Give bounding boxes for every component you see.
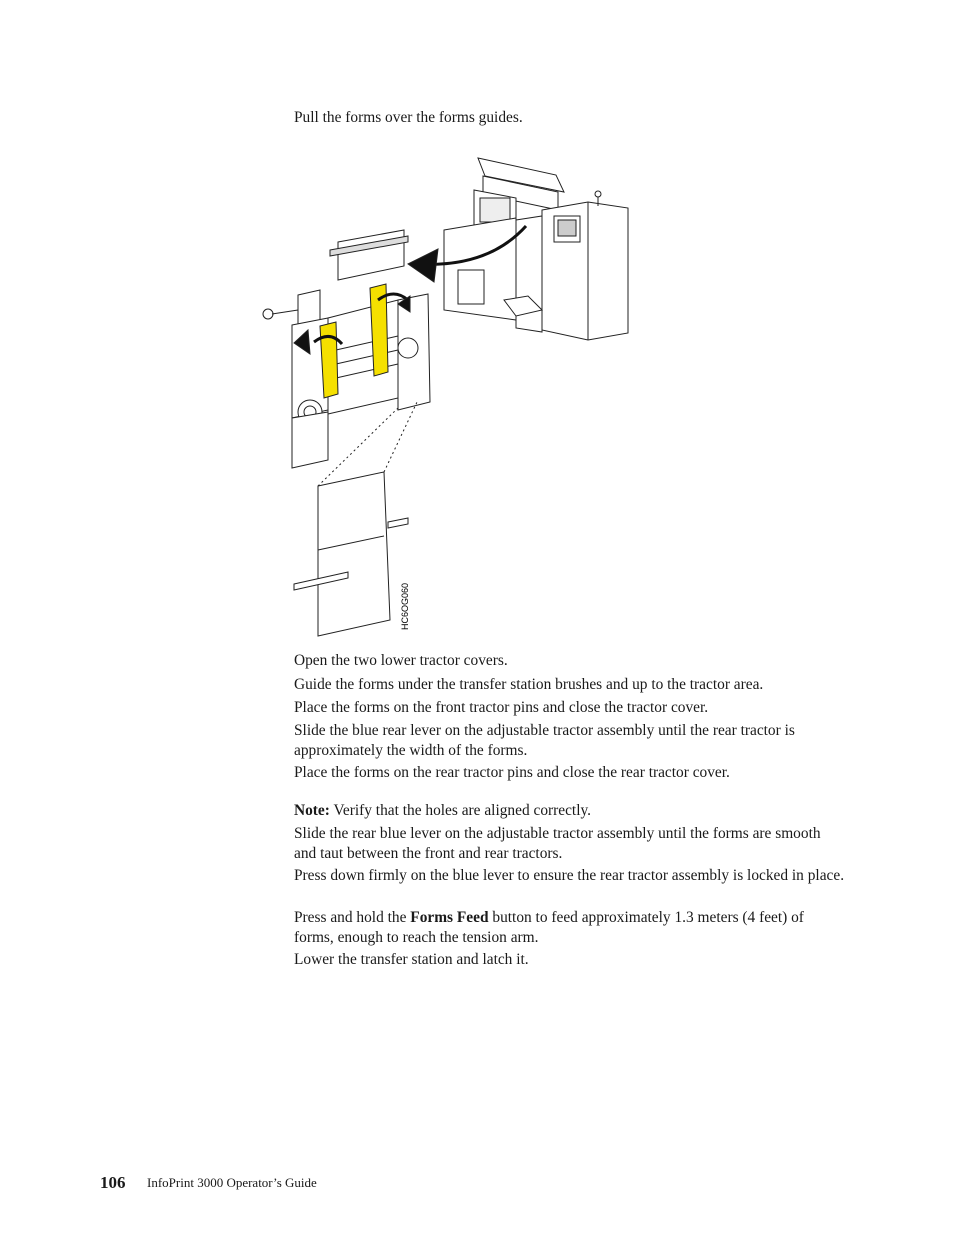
step-open-covers: Open the two lower tractor covers. [294, 652, 508, 669]
press-hold-post: button to feed approximately 1.3 meters (4 feet) of forms, enough to reach the tension arm. [294, 909, 804, 946]
figure-id-label: HC6OG060 [400, 582, 410, 630]
step-rear-tractor: Place the forms on the rear tractor pins and close the rear tractor cover. [294, 764, 730, 781]
tractor-forms-illustration [258, 150, 638, 640]
step-slide-lever: Slide the blue rear lever on the adjustable tractor assembly until the rear tractor is approximately the width of the forms. [294, 722, 795, 759]
step-guide-forms: Guide the forms under the transfer station brushes and up to the tractor area. [294, 676, 764, 693]
step-slide-rear: Slide the rear blue lever on the adjustable tractor assembly until the forms are smooth and taut between the front and rear tractors. [294, 825, 821, 862]
step-front-tractor: Place the forms on the front tractor pins and close the tractor cover. [294, 699, 709, 716]
step-press-hold [294, 908, 846, 948]
note-text: Verify that the holes are aligned correctly. [333, 802, 592, 819]
step-lower-station: Lower the transfer station and latch it. [294, 951, 529, 968]
doc-title: InfoPrint 3000 Operator’s Guide [147, 1175, 317, 1190]
printer-overview-drawing [408, 158, 628, 340]
page-number: 106 [100, 1173, 126, 1192]
forms-feed-label: Forms Feed [410, 909, 489, 926]
note [294, 801, 846, 821]
tractor-assembly-drawing [263, 230, 430, 636]
step-press-down: Press down firmly on the blue lever to ensure the rear tractor assembly is locked in place. [294, 867, 845, 884]
press-hold-pre: Press and hold the [294, 909, 407, 926]
note-label: Note: [294, 802, 330, 819]
step-pull-forms: Pull the forms over the forms guides. [294, 109, 523, 126]
